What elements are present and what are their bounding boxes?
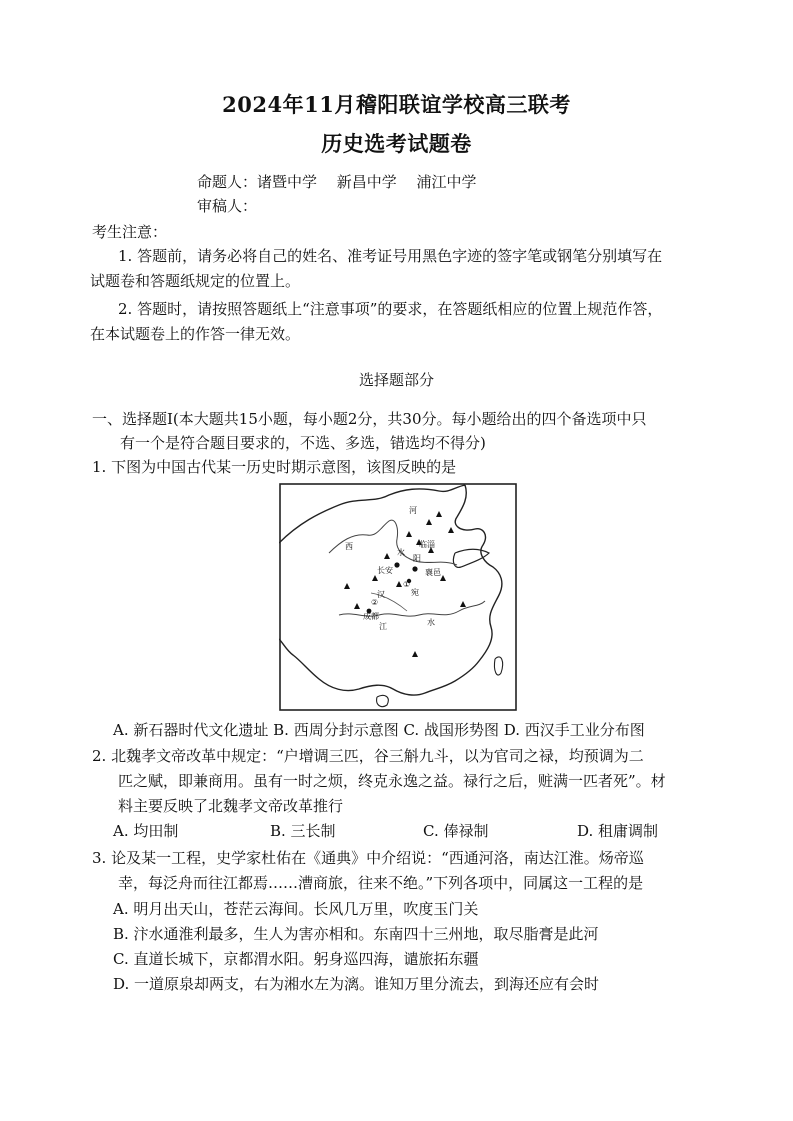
map-label-shui2: 水 [427, 618, 435, 627]
section-instructions-line-2: 有一个是符合题目要求的，不选、多选，错选均不得分) [120, 434, 486, 452]
question-3-option-b: B. 汴水通淮利最多，生人为害亦相和。东南四十三州地，取尽脂膏是此河 [113, 925, 599, 943]
exam-title: 2024年11月稽阳联谊学校高三联考 [222, 92, 571, 117]
map-label-xiangyi: 襄邑 [425, 568, 441, 577]
map-label-xi: 西 [345, 542, 353, 551]
question-2-stem-line-3: 料主要反映了北魏孝文帝改革推行 [118, 797, 344, 815]
question-1-options: A. 新石器时代文化遗址 B. 西周分封示意图 C. 战国形势图 D. 西汉手工业分布图 [113, 721, 645, 739]
question-3-stem-line-1: 3. 论及某一工程，史学家杜佑在《通典》中介绍说：“西通河洛，南达江淮。炀帝巡 [92, 849, 644, 867]
map-label-chengdu: 成都 [363, 612, 379, 621]
notice-heading: 考生注意： [92, 223, 168, 241]
map-label-yang: 阳 [413, 554, 421, 563]
map-label-jiang: 江 [379, 622, 387, 631]
question-3-option-c: C. 直道长城下，京都渭水阳。躬身巡四海，谴旅拓东疆 [113, 950, 479, 968]
question-2-option-c: C. 俸禄制 [423, 822, 489, 840]
exam-subtitle: 历史选考试题卷 [321, 131, 472, 156]
section-title: 选择题部分 [358, 371, 434, 389]
map-label-n2: ② [371, 598, 379, 607]
question-1-stem: 1. 下图为中国古代某一历史时期示意图，该图反映的是 [92, 458, 457, 476]
map-label-n1: ① [403, 580, 411, 589]
question-3-option-a: A. 明月出天山，苍茫云海间。长风几万里，吹度玉门关 [113, 900, 479, 918]
map-label-han: 汉 [377, 590, 385, 599]
map-label-wan: 宛 [411, 588, 419, 597]
question-2-stem-line-1: 2. 北魏孝文帝改革中规定：“户增调三匹，谷三斛九斗，以为官司之禄，均预调为二 [92, 747, 644, 765]
map-label-he: 河 [409, 506, 417, 515]
section-instructions-line-1: 一、选择题Ⅰ(本大题共15小题，每小题2分，共30分。每小题给出的四个备选项中只 [92, 410, 647, 428]
notice-item-2-line-2: 在本试题卷上的作答一律无效。 [90, 325, 301, 343]
historical-map [279, 483, 517, 711]
question-2-option-b: B. 三长制 [270, 822, 336, 840]
authors-line: 命题人：诸暨中学 新昌中学 浦江中学 [197, 173, 477, 191]
map-label-shui: 水 [397, 548, 405, 557]
question-2-stem-line-2: 匹之赋，即兼商用。虽有一时之烦，终克永逸之益。禄行之后，赃满一匹者死”。材 [118, 772, 666, 790]
map-label-linzi: 临淄 [419, 540, 435, 549]
map-label-changan: 长安 [377, 566, 393, 575]
question-2-option-a: A. 均田制 [113, 822, 179, 840]
question-2-option-d: D. 租庸调制 [577, 822, 659, 840]
notice-item-1-line-2: 试题卷和答题纸规定的位置上。 [90, 272, 301, 290]
notice-item-2-line-1: 2. 答题时，请按照答题纸上“注意事项”的要求，在答题纸相应的位置上规范作答， [118, 300, 663, 318]
reviewer-line: 审稿人： [197, 197, 258, 215]
question-3-stem-line-2: 幸，每泛舟而往江都焉……漕商旅，往来不绝。”下列各项中，同属这一工程的是 [118, 874, 644, 892]
question-3-option-d: D. 一道原泉却两支，右为湘水左为漓。谁知万里分流去，到海还应有会时 [113, 975, 600, 993]
notice-item-1-line-1: 1. 答题前，请务必将自己的姓名、准考证号用黑色字迹的签字笔或钢笔分别填写在 [118, 247, 663, 265]
